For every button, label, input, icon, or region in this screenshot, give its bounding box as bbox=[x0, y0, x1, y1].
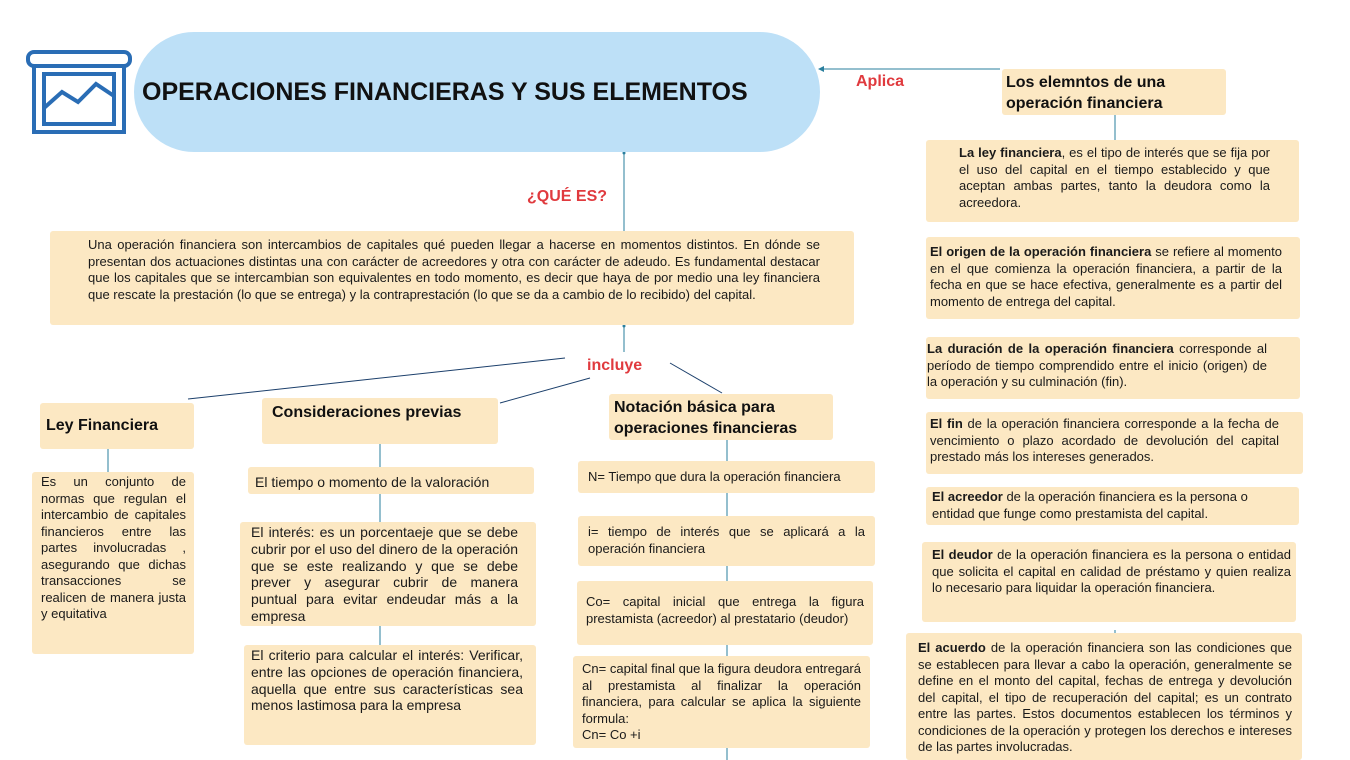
ley-financiera-title: Ley Financiera bbox=[40, 403, 194, 449]
consideracion-item-tiempo: El tiempo o momento de la valoración bbox=[248, 467, 534, 494]
page-title: OPERACIONES FINANCIERAS Y SUS ELEMENTOS bbox=[142, 77, 748, 106]
label-incluye: incluye bbox=[587, 357, 643, 374]
notacion-item-cn bbox=[573, 656, 870, 748]
title-bubble bbox=[134, 32, 820, 152]
elemento-acuerdo: El acuerdo de la operación financiera son las condiciones que se establecen para llevar a cabo la operación, generalmente se define en el monto del capital, fechas de entrega y devolución del capital, el tipo de recuperación del capital; es un contrato entre las partes. Estos documentos establecen los términos y condiciones de la operación y protegen los derechos e intereses de las partes involucradas. bbox=[906, 633, 1302, 760]
elemento-deudor: El deudor de la operación financiera es la persona o entidad que solicita el capital en calidad de préstamo y quien realiza lo necesario para liquidar la operación financiera. bbox=[922, 542, 1296, 622]
elemento-acreedor: El acreedor de la operación financiera es la persona o entidad que funge como prestamista del capital. bbox=[926, 487, 1299, 525]
consideraciones-title: Consideraciones previas bbox=[262, 398, 498, 444]
notacion-item-n: N= Tiempo que dura la operación financiera bbox=[578, 461, 875, 493]
elemento-ley-financiera: La ley financiera, es el tipo de interés que se fija por el uso del capital en el tiempo establecido y que aceptan ambas partes, tanto la deudora como la acreedora. bbox=[926, 140, 1299, 222]
ley-financiera-text: Es un conjunto de normas que regulan el intercambio de capitales financieros entre las partes involucradas , asegurando que dichas transacciones se realicen de manera justa y equitativa bbox=[32, 472, 194, 654]
elemento-origen: El origen de la operación financiera se refiere al momento en el que comienza la operación financiera, a partir de la fecha en que se hace efectiva, generalmente es a partir del momento de entrega del capital. bbox=[926, 237, 1300, 319]
label-que-es: ¿QUÉ ES? bbox=[527, 188, 608, 205]
notacion-item-cn-text: Cn= capital final que la figura deudora entregará al prestamista al finalizar la operación financiera, para calcular se aplica la siguiente formula: bbox=[582, 661, 861, 726]
elemento-duracion: La duración de la operación financiera corresponde al período de tiempo comprendido entre el inicio (origen) de la operación y su culminación (fin). bbox=[926, 337, 1300, 399]
notacion-title: Notación básica para operaciones financieras bbox=[609, 394, 833, 440]
consideracion-item-criterio: El criterio para calcular el interés: Verificar, entre las opciones de operación financiera, aquella que entre sus características sea menos lastimosa para la empresa bbox=[244, 645, 536, 745]
consideracion-item-interes: El interés: es un porcentaeje que se debe cubrir por el uso del dinero de la operación que se este realizando y que se debe prever y asegurar cubrir de manera puntual para evitar endeudar más a la empresa bbox=[240, 522, 536, 626]
notacion-item-i: i= tiempo de interés que se aplicará a la operación financiera bbox=[578, 516, 875, 566]
elementos-title: Los elemntos de una operación financiera bbox=[1002, 69, 1226, 115]
notacion-formula: Cn= Co +i bbox=[582, 727, 641, 742]
chart-monitor-icon bbox=[26, 50, 134, 136]
label-aplica: Aplica bbox=[856, 73, 905, 90]
definition-box: Una operación financiera son intercambios de capitales qué pueden llegar a hacerse en momentos distintos. En dónde se presentan dos actuaciones distintas una con carácter de acreedores y otra con carácter de adeudo. Es fundamental destacar que los capitales que se intercambian son equivalentes en todo momento, es decir que haya de por medio una ley financiera que rescate la prestación (lo que se entrega) y la contraprestación (lo que se da a cambio de lo recibido) del capital. bbox=[50, 231, 854, 325]
elemento-fin: El fin de la operación financiera corresponde a la fecha de vencimiento o plazo acordado de devolución del capital prestado más los intereses generados. bbox=[926, 412, 1303, 474]
notacion-item-co: Co= capital inicial que entrega la figura prestamista (acreedor) al prestatario (deudor) bbox=[577, 581, 873, 645]
